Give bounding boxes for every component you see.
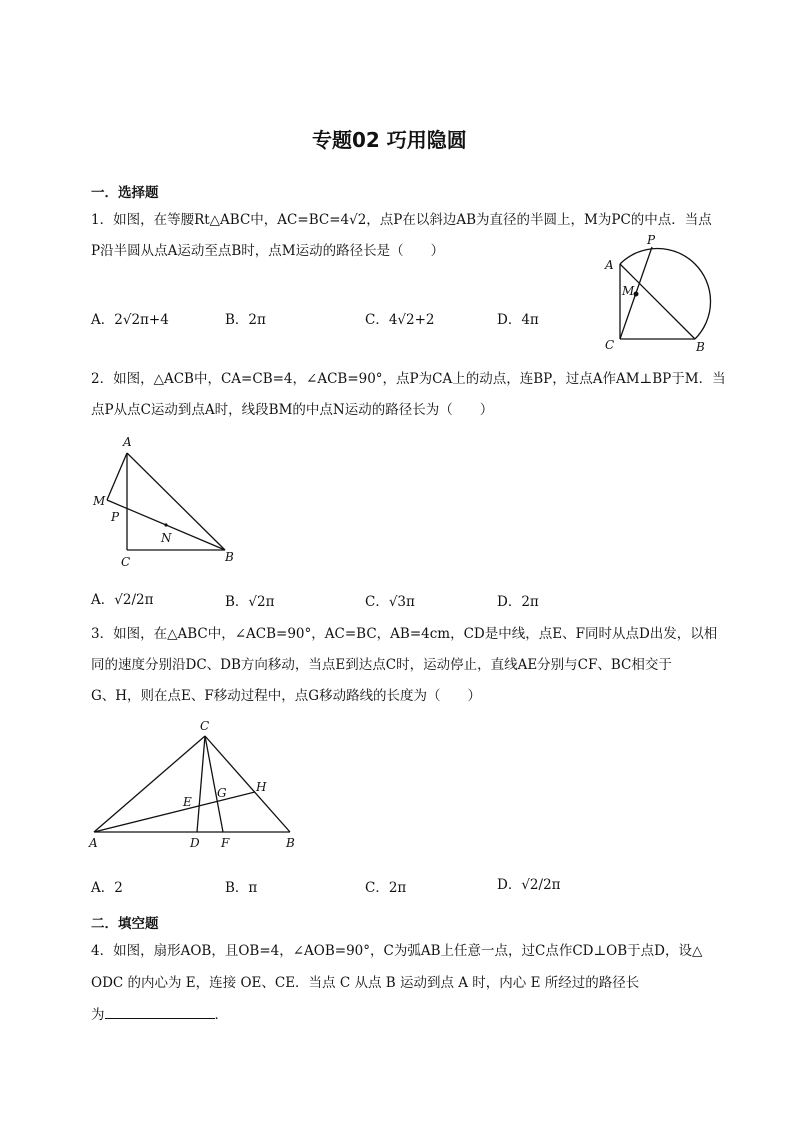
q2-option-c: C．√3π xyxy=(365,594,415,610)
q2-label-m: M xyxy=(93,494,106,508)
q3-option-c: C．2π xyxy=(365,880,407,896)
q2-label-n: N xyxy=(161,531,172,545)
section-choice-heading: 一．选择题 xyxy=(91,185,159,201)
q3-label-e: E xyxy=(183,795,192,809)
q3-option-d: D．√2/2π xyxy=(497,877,561,893)
q2-label-p: P xyxy=(111,510,120,524)
q3-label-c: C xyxy=(200,719,210,733)
q4-text-line3 xyxy=(91,1004,228,1025)
q2-label-a: A xyxy=(123,435,132,449)
q3-segment-bc xyxy=(205,736,290,832)
q3-label-b: B xyxy=(286,836,295,850)
q2-label-b: B xyxy=(225,550,234,564)
q1-option-a: A．2√2π+4 xyxy=(91,312,169,328)
q2-option-b: B．√2π xyxy=(225,594,275,610)
q4-line3-suffix: ． xyxy=(214,1007,228,1023)
section-fill-heading: 二．填空题 xyxy=(91,916,159,932)
q3-label-f: F xyxy=(221,836,230,850)
q3-option-b: B．π xyxy=(225,880,258,896)
q4-text-line2: ODC 的内心为 E，连接 OE、CE．当点 C 从点 B 运动到点 A 时，内心 E 所经过的路径长 xyxy=(91,975,640,991)
q1-label-b: B xyxy=(696,340,705,354)
q3-label-a: A xyxy=(89,836,98,850)
q3-text-line2: 同的速度分别沿DC、DB方向移动，当点E到达点C时，运动停止，直线AE分别与CF、BC相交于 xyxy=(91,657,672,673)
q1-label-a: A xyxy=(605,258,614,272)
q2-label-c: C xyxy=(121,555,131,569)
q1-text-line2: P沿半圆从点A运动至点B时，点M运动的路径长是（ ） xyxy=(91,243,445,259)
q2-option-a: A．√2/2π xyxy=(91,592,154,608)
q4-answer-blank[interactable] xyxy=(105,1004,215,1019)
q1-label-p: P xyxy=(647,233,656,247)
q2-point-n xyxy=(164,523,167,526)
q1-option-c: C．4√2+2 xyxy=(365,312,435,328)
q1-option-b: B．2π xyxy=(225,312,266,328)
q2-text-line2: 点P从点C运动到点A时，线段BM的中点N运动的路径长为（ ） xyxy=(91,402,494,418)
q3-segment-ah xyxy=(94,792,255,832)
q1-label-m: M xyxy=(622,284,635,298)
q3-option-a: A．2 xyxy=(91,880,123,896)
q2-figure xyxy=(85,428,245,573)
q1-option-d: D．4π xyxy=(497,312,539,328)
q3-label-h: H xyxy=(256,780,267,794)
q4-text-line1: 4．如图，扇形AOB，且OB=4，∠AOB=90°，C为弧AB上任意一点，过C点作CD⊥OB于点D，设△ xyxy=(91,943,703,959)
q3-text-line1: 3．如图，在△ABC中，∠ACB=90°，AC=BC，AB=4cm，CD是中线，点E、F同时从点D出发，以相 xyxy=(91,626,718,642)
q3-segment-cf xyxy=(205,736,223,832)
q3-segment-cd xyxy=(197,736,205,832)
q4-line3-prefix: 为 xyxy=(91,1007,105,1023)
q2-text-line1: 2．如图，△ACB中，CA=CB=4，∠ACB=90°，点P为CA上的动点，连BP，过点A作AM⊥BP于M．当 xyxy=(91,371,726,387)
q2-option-d: D．2π xyxy=(497,594,539,610)
q3-figure xyxy=(85,714,305,856)
q1-text-line1: 1．如图，在等腰Rt△ABC中，AC=BC=4√2，点P在以斜边AB为直径的半圆上，M为PC的中点．当点 xyxy=(91,212,712,228)
q1-segment-ab xyxy=(620,264,695,339)
page-title: 专题02 巧用隐圆 xyxy=(312,128,467,152)
q1-label-c: C xyxy=(605,338,615,352)
q2-segment-ab xyxy=(127,453,225,550)
q3-label-d: D xyxy=(190,836,200,850)
q3-label-g: G xyxy=(217,786,227,800)
q2-segment-am xyxy=(107,453,127,500)
q3-text-line3: G、H，则在点E、F移动过程中，点G移动路线的长度为（ ） xyxy=(91,688,482,704)
q1-figure xyxy=(595,230,725,355)
